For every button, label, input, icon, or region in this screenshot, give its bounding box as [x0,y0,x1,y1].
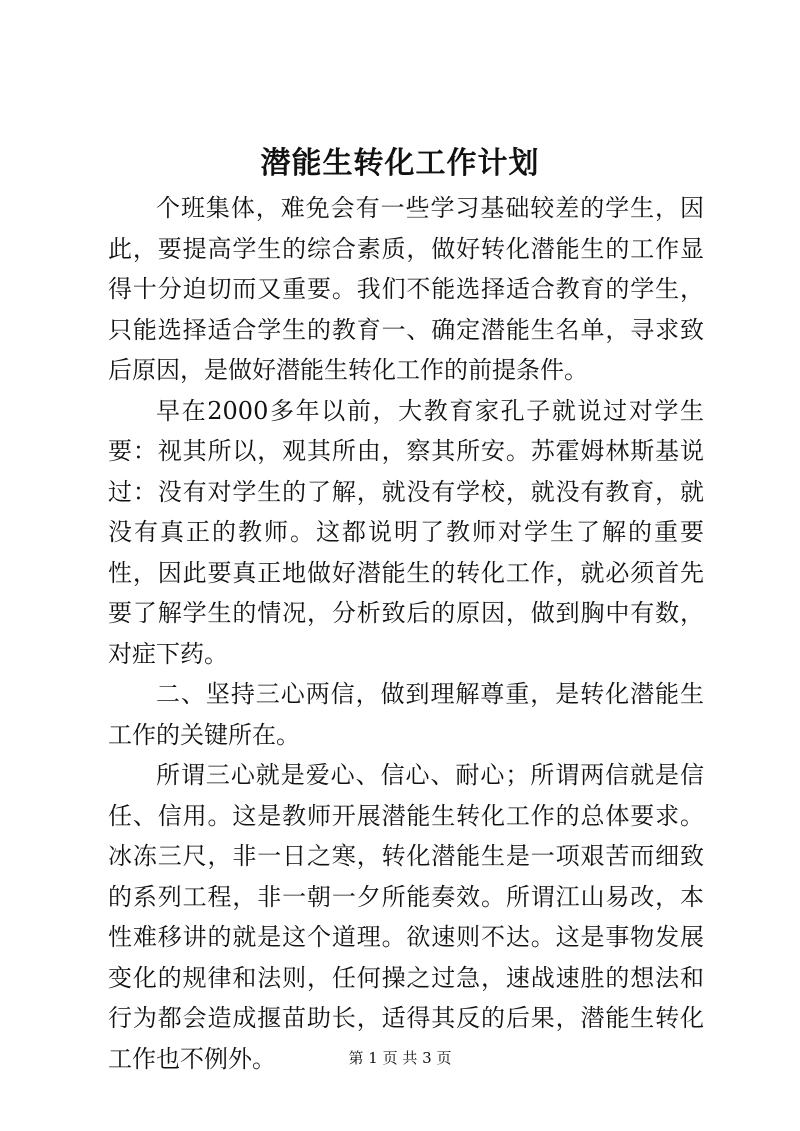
paragraph-3: 二、坚持三心两信，做到理解尊重，是转化潜能生工作的关键所在。 [108,680,704,749]
paragraph-1: 个班集体，难免会有一些学习基础较差的学生，因此，要提高学生的综合素质，做好转化潜能生的工作显得十分迫切而又重要。我们不能选择适合教育的学生，只能选择适合学生的教育一、确定潜能生名单，寻求致后原因，是做好潜能生转化工作的前提条件。 [108,194,704,384]
paragraph-4: 所谓三心就是爱心、信心、耐心；所谓两信就是信任、信用。这是教师开展潜能生转化工作的总体要求。冰冻三尺，非一日之寒，转化潜能生是一项艰苦而细致的系列工程，非一朝一夕所能奏效。所谓江山易改，本性难移讲的就是这个道理。欲速则不达。这是事物发展变化的规律和法则，任何操之过急，速战速胜的想法和行为都会造成揠苗助长，适得其反的后果，潜能生转化工作也不例外。 [108,761,704,1073]
document-title: 潜能生转化工作计划 [260,146,540,181]
document-body [108,188,704,1079]
paragraph-2: 早在2000多年以前，大教育家孔子就说过对学生要：视其所以，观其所由，察其所安。苏霍姆林斯基说过：没有对学生的了解，就没有学校，就没有教育，就没有真正的教师。这都说明了教师对学生了解的重要性，因此要真正地做好潜能生的转化工作，就必须首先要了解学生的情况，分析致后的原因，做到胸中有数，对症下药。 [108,396,704,668]
page-footer: 第 1 页 共 3 页 [348,1049,452,1067]
